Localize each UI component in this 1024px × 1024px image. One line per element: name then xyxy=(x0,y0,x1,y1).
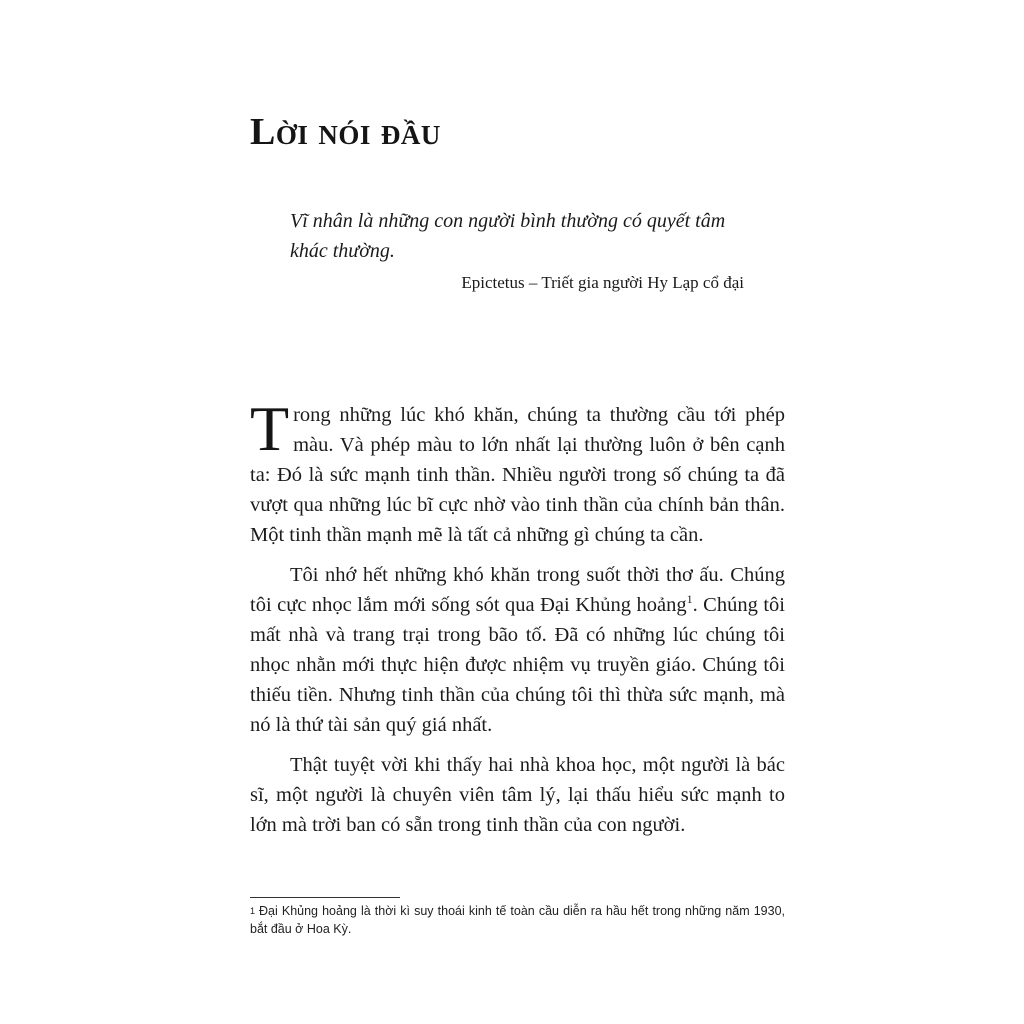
footnote xyxy=(250,902,785,938)
body-text xyxy=(250,393,785,850)
chapter-title: Lời nói đầu xyxy=(250,111,441,153)
drop-cap: T xyxy=(250,393,290,464)
paragraph-2-text-a: Tôi nhớ hết những khó khăn trong suốt thời thơ ấu. Chúng tôi cực nhọc lắm mới sống sót qua Đại Khủng hoảng xyxy=(250,564,785,616)
footnote-text: Đại Khủng hoảng là thời kì suy thoái kinh tế toàn cầu diễn ra hầu hết trong những năm 1930, bắt đầu ở Hoa Kỳ. xyxy=(250,904,785,936)
paragraph-1-text: rong những lúc khó khăn, chúng ta thường cầu tới phép màu. Và phép màu to lớn nhất lại thường luôn ở bên cạnh ta: Đó là sức mạnh tinh thần. Nhiều người trong số chúng ta đã vượt qua những lúc bĩ cực nhờ vào tinh thần của chính bản thân. Một tinh thần mạnh mẽ là tất cả những gì chúng ta cần. xyxy=(250,404,785,546)
footnote-reference: 1 xyxy=(686,592,693,607)
paragraph-3: Thật tuyệt vời khi thấy hai nhà khoa học, một người là bác sĩ, một người là chuyên viên tâm lý, lại thấu hiểu sức mạnh to lớn mà trời ban có sẵn trong tinh thần của con người. xyxy=(250,754,785,836)
paragraph-1 xyxy=(250,393,785,550)
footnote-divider xyxy=(250,897,400,898)
paragraph-2 xyxy=(250,560,785,740)
footnote-mark: 1 xyxy=(250,906,256,916)
epigraph-attribution: Epictetus – Triết gia người Hy Lạp cổ đại xyxy=(461,273,744,292)
paragraph-2-text-b: . Chúng tôi mất nhà và trang trại trong bão tố. Đã có những lúc chúng tôi nhọc nhằn mới thực hiện được nhiệm vụ truyền giáo. Chúng tôi thiếu tiền. Nhưng tinh thần của chúng tôi thì thừa sức mạnh, mà nó là thứ tài sản quý giá nhất. xyxy=(250,594,785,736)
epigraph-quote: Vĩ nhân là những con người bình thường có quyết tâm khác thường. xyxy=(290,210,726,262)
epigraph xyxy=(290,206,760,296)
